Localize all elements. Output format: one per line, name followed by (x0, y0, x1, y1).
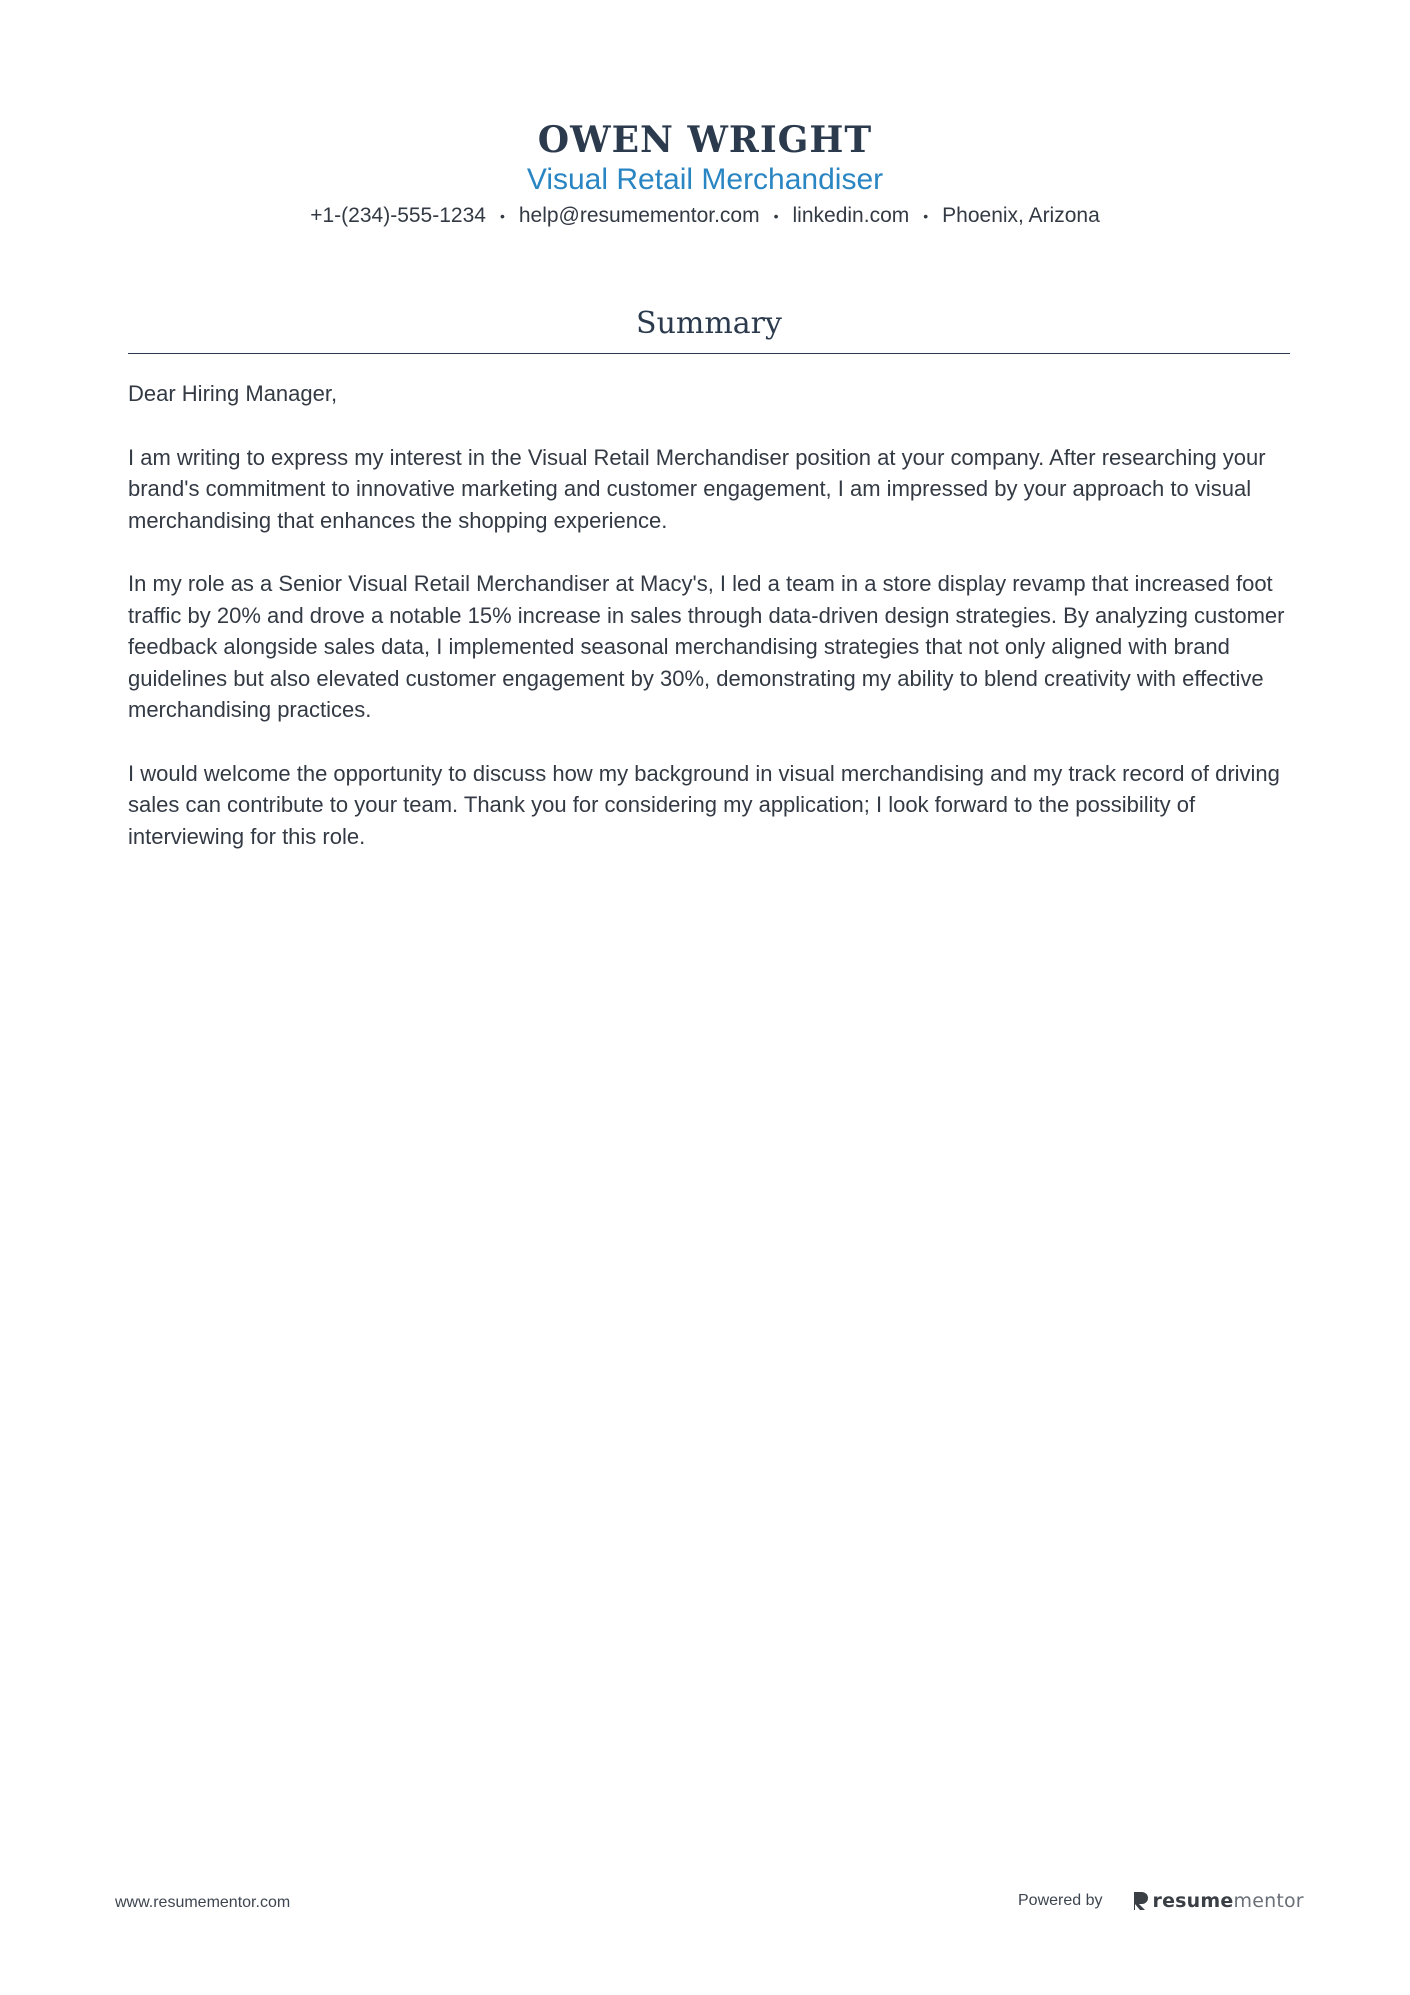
letter-greeting: Dear Hiring Manager, (128, 381, 338, 406)
logo-text-resume: resume (1152, 1890, 1234, 1912)
contact-line (0, 202, 1410, 230)
section-title-summary: Summary (636, 306, 782, 341)
footer-branding (1018, 1890, 1304, 1912)
resume-header (0, 118, 1410, 230)
contact-separator: • (773, 208, 779, 224)
letter-body (128, 378, 1290, 884)
job-title: Visual Retail Merchandiser (526, 163, 884, 196)
contact-location: Phoenix, Arizona (942, 204, 1100, 227)
footer-website[interactable]: www.resumementor.com (115, 1894, 291, 1911)
letter-paragraph: I would welcome the opportunity to discuss how my background in visual merchandising and my track record of driving sales can contribute to your team. Thank you for considering my application; I look forward to the possibility of interviewing for this role. (128, 760, 1280, 849)
contact-separator: • (923, 208, 929, 224)
letter-paragraph: I am writing to express my interest in the Visual Retail Merchandiser position at your company. After researching your brand's commitment to innovative marketing and customer engagement, I am impressed by your approach to visual merchandising that enhances the shopping experience. (128, 444, 1266, 533)
resumementor-logo-icon (1133, 1891, 1149, 1911)
logo-text-mentor: mentor (1233, 1890, 1304, 1912)
contact-email[interactable]: help@resumementor.com (518, 204, 760, 227)
contact-separator: • (499, 208, 505, 224)
contact-phone: +1-(234)-555-1234 (310, 204, 486, 227)
letter-paragraph: In my role as a Senior Visual Retail Merchandiser at Macy's, I led a team in a store display revamp that increased foot traffic by 20% and drove a notable 15% increase in sales through data-driven design strategies. By analyzing customer feedback alongside sales data, I implemented seasonal merchandising strategies that not only aligned with brand guidelines but also elevated customer engagement by 30%, demonstrating my ability to blend creativity with effective merchandising practices. (128, 571, 1285, 722)
candidate-name: OWEN WRIGHT (537, 119, 873, 161)
section-divider (128, 353, 1290, 354)
resumementor-logo[interactable] (1133, 1890, 1304, 1912)
powered-by-label: Powered by (1018, 1892, 1103, 1909)
contact-linkedin[interactable]: linkedin.com (792, 204, 910, 227)
